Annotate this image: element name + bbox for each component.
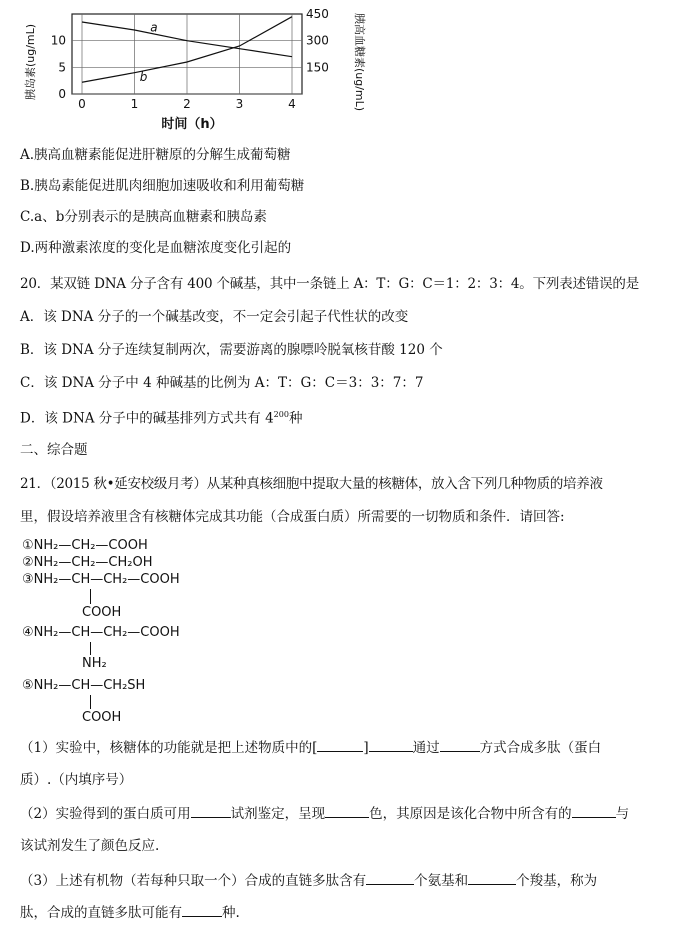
- q21-part3-line1: [20, 870, 688, 891]
- formula-1: ①NH₂—CH₂—COOH: [22, 538, 148, 553]
- answer-blank[interactable]: [325, 803, 369, 818]
- y-right-tick-label: 300: [306, 33, 329, 48]
- answer-blank[interactable]: [191, 803, 231, 818]
- formula-5-bond: [90, 695, 91, 709]
- q20-option-d: [20, 405, 688, 429]
- chart-ticks: [51, 7, 329, 111]
- q21-part1-text-c: 通过: [412, 740, 440, 756]
- q21-part1-text-a: （1）实验中，核糖体的功能就是把上述物质中的[: [20, 740, 318, 756]
- x-tick-label: 1: [130, 97, 139, 111]
- q21-part3-text-c: 个羧基，称为: [516, 873, 598, 889]
- q19-option-b: B.胰岛素能促进肌肉细胞加速吸收和利用葡萄糖: [20, 178, 305, 194]
- q21-part3-text-a: （3）上述有机物（若每种只取一个）合成的直链多肽含有: [20, 873, 367, 889]
- formula-3: ③NH₂—CH—CH₂—COOH: [22, 572, 180, 587]
- q20-option-b: B．该 DNA 分子连续复制两次，需要游离的腺嘌呤脱氧核苷酸 120 个: [20, 342, 443, 358]
- q21-part2-text-a: （2）实验得到的蛋白质可用: [20, 806, 191, 822]
- hormone-chart: [20, 0, 370, 140]
- answer-blank[interactable]: [366, 870, 414, 885]
- x-tick-label: 0: [78, 97, 86, 111]
- q21-stem-line1: 21．（2015 秋•延安校级月考）从某种真核细胞中提取大量的核糖体，放入含下列几种物质的培养液: [20, 476, 603, 492]
- q20-option-d-text: D．该 DNA 分子中的碱基排列方式共有 4: [20, 410, 274, 427]
- q21-part1-text-b: ]: [363, 740, 369, 756]
- y-axis-left-label: 胰岛素(ug/mL): [24, 23, 37, 101]
- formula-5: ⑤NH₂—CH—CH₂SH: [22, 678, 146, 693]
- x-tick-label: 2: [183, 97, 191, 111]
- q21-part2-line2: 该试剂发生了颜色反应.: [20, 838, 160, 854]
- formula-4: ④NH₂—CH—CH₂—COOH: [22, 625, 180, 640]
- x-tick-label: 3: [235, 97, 244, 111]
- formula-3-bond: [90, 589, 91, 604]
- q20-option-d-suffix: 种: [288, 410, 303, 427]
- q21-part2-text-c: 色，其原因是该化合物中所含有的: [369, 806, 572, 822]
- formula-5-substituent: COOH: [82, 710, 122, 725]
- y-right-tick-label: 450: [306, 7, 329, 21]
- series-label-a: a: [150, 20, 158, 35]
- answer-blank[interactable]: [317, 737, 363, 752]
- q21-part3-text-e: 种.: [222, 905, 240, 921]
- q21-part3-text-d: 肽，合成的直链多肽可能有: [20, 905, 182, 921]
- q20-option-d-exponent: 200: [273, 410, 289, 419]
- formula-4-substituent: NH₂: [82, 656, 107, 671]
- q21-part1-line2: 质）.（内填序号）: [20, 772, 133, 788]
- answer-blank[interactable]: [572, 803, 616, 818]
- y-axis-right-label: 胰高血糖素(ug/mL): [353, 12, 366, 112]
- answer-blank[interactable]: [369, 737, 413, 752]
- q21-part1-text-d: 方式合成多肽（蛋白: [479, 740, 602, 756]
- x-axis-label: 时间（h）: [161, 117, 223, 132]
- q20-option-c: C．该 DNA 分子中 4 种碱基的比例为 A：T：G：C＝3：3：7：7: [20, 375, 424, 391]
- series-label-b: b: [139, 70, 148, 85]
- answer-blank[interactable]: [468, 870, 516, 885]
- q19-option-d: D.两种激素浓度的变化是血糖浓度变化引起的: [20, 240, 292, 256]
- y-left-tick-label: 0: [58, 87, 66, 101]
- q21-stem-line2: 里，假设培养液里含有核糖体完成其功能（合成蛋白质）所需要的一切物质和条件．请回答:: [20, 509, 565, 525]
- q19-option-c: C.a、b分别表示的是胰高血糖素和胰岛素: [20, 209, 267, 225]
- formula-4-bond: [90, 642, 91, 655]
- formula-3-substituent: COOH: [82, 605, 122, 620]
- answer-blank[interactable]: [440, 737, 480, 752]
- q20-stem: 20．某双链 DNA 分子含有 400 个碱基，其中一条链上 A：T：G：C＝1：2：3：4。下列表述错误的是: [20, 276, 640, 292]
- q21-part3-text-b: 个氨基和: [414, 873, 469, 889]
- q20-option-a: A．该 DNA 分子的一个碱基改变，不一定会引起子代性状的改变: [20, 309, 409, 325]
- q21-part1-line1: [20, 737, 688, 758]
- section-title: 二、综合题: [20, 442, 88, 458]
- q21-part2-text-d: 与: [615, 806, 630, 822]
- y-left-tick-label: 5: [58, 60, 66, 75]
- q21-part2-text-b: 试剂鉴定，呈现: [230, 806, 326, 822]
- y-left-tick-label: 10: [50, 33, 66, 48]
- y-right-tick-label: 150: [306, 60, 329, 75]
- answer-blank[interactable]: [182, 902, 222, 917]
- x-tick-label: 4: [288, 97, 296, 111]
- q21-part3-line2: [20, 902, 688, 923]
- q19-option-a: A.胰高血糖素能促进肝糖原的分解生成葡萄糖: [20, 147, 291, 163]
- formula-2: ②NH₂—CH₂—CH₂OH: [22, 555, 153, 570]
- q21-part2-line1: [20, 803, 688, 824]
